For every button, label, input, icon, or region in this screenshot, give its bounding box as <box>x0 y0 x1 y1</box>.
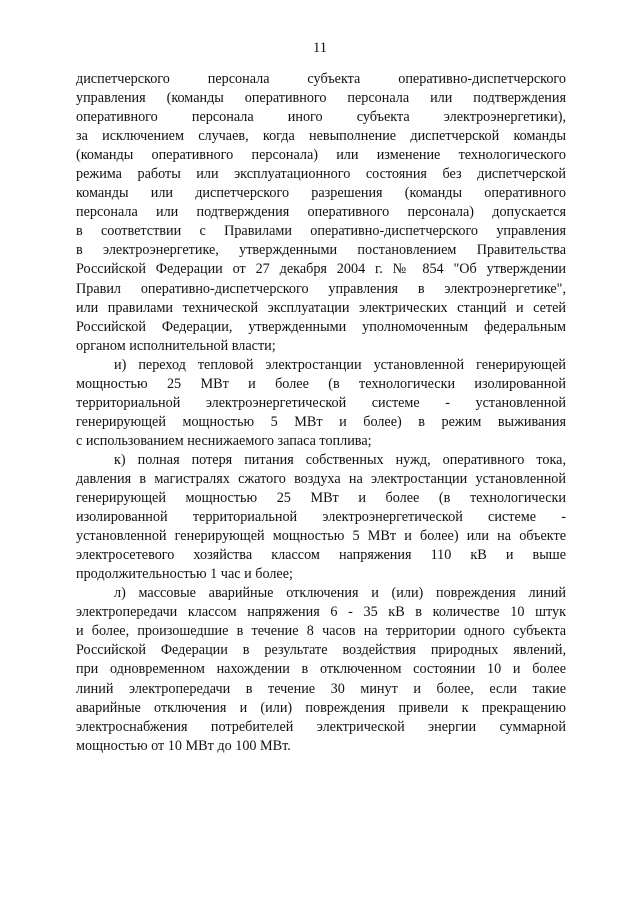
paragraph-i-first-line: и) переход тепловой электростанции установленной генерирующей <box>114 356 566 373</box>
text-line: электроснабжения потребителей электрической энергии суммарной <box>76 718 566 735</box>
text-line: оперативного персонала иного субъекта электроэнергетики), <box>76 109 566 126</box>
text-line: давления в магистралях сжатого воздуха на электростанции установленной <box>76 470 566 487</box>
text-line: территориальной электроэнергетической системе - установленной <box>76 394 566 411</box>
text-line: мощностью 25 МВт и более (в технологически изолированной <box>76 375 566 392</box>
text-line: в соответствии с Правилами оперативно-диспетчерского управления <box>76 223 566 240</box>
text-line: команды или диспетчерского разрешения (команды оперативного <box>76 185 566 202</box>
text-line: режима работы или эксплуатационного состояния без диспетчерской <box>76 166 566 183</box>
paragraph-last-line: продолжительностью 1 час и более; <box>76 566 293 583</box>
text-line: электропередачи классом напряжения 6 - 35 кВ в количестве 10 штук <box>76 604 566 621</box>
text-line: Правил оперативно-диспетчерского управления в электроэнергетике", <box>76 280 566 297</box>
text-line: аварийные отключения и (или) повреждения привели к прекращению <box>76 699 566 716</box>
text-line: Российской Федерации от 27 декабря 2004 г. № 854 "Об утверждении <box>76 261 566 278</box>
text-line: линий электропередачи в течение 30 минут и более, если такие <box>76 680 566 697</box>
text-line: (команды оперативного персонала) или изменение технологического <box>76 147 566 164</box>
document-body <box>76 70 566 756</box>
text-line: генерирующей мощностью 5 МВт и более) в режим выживания <box>76 413 566 430</box>
text-line: персонала или подтверждения оперативного персонала) допускается <box>76 204 566 221</box>
text-line: в электроэнергетике, утвержденными постановлением Правительства <box>76 242 566 259</box>
text-line: установленной генерирующей мощностью 5 МВт и более) или на объекте <box>76 528 566 545</box>
text-line: за исключением случаев, когда невыполнение диспетчерской команды <box>76 128 566 145</box>
text-line: Российской Федерации, утвержденными уполномоченным федеральным <box>76 318 566 335</box>
text-line: или правилами технической эксплуатации электрических станций и сетей <box>76 299 566 316</box>
text-line: генерирующей мощностью 25 МВт и более (в технологически <box>76 490 566 507</box>
text-line: управления (команды оперативного персонала или подтверждения <box>76 90 566 107</box>
paragraph-last-line: органом исполнительной власти; <box>76 337 276 354</box>
text-line: диспетчерского персонала субъекта оперативно-диспетчерского <box>76 71 566 87</box>
paragraph-k-first-line: к) полная потеря питания собственных нужд, оперативного тока, <box>114 451 566 468</box>
paragraph-l-first-line: л) массовые аварийные отключения и (или) повреждения линий <box>114 585 566 602</box>
paragraph-last-line: мощностью от 10 МВт до 100 МВт. <box>76 737 291 754</box>
text-line: при одновременном нахождении в отключенном состоянии 10 и более <box>76 661 566 678</box>
text-line: изолированной территориальной электроэнергетической системе - <box>76 509 566 526</box>
text-line: Российской Федерации в результате воздействия природных явлений, <box>76 642 566 659</box>
text-line: и более, произошедшие в течение 8 часов на территории одного субъекта <box>76 623 566 640</box>
page-number: 11 <box>313 40 327 56</box>
text-line: электросетевого хозяйства классом напряжения 110 кВ и выше <box>76 547 566 564</box>
paragraph-last-line: с использованием неснижаемого запаса топлива; <box>76 432 372 449</box>
